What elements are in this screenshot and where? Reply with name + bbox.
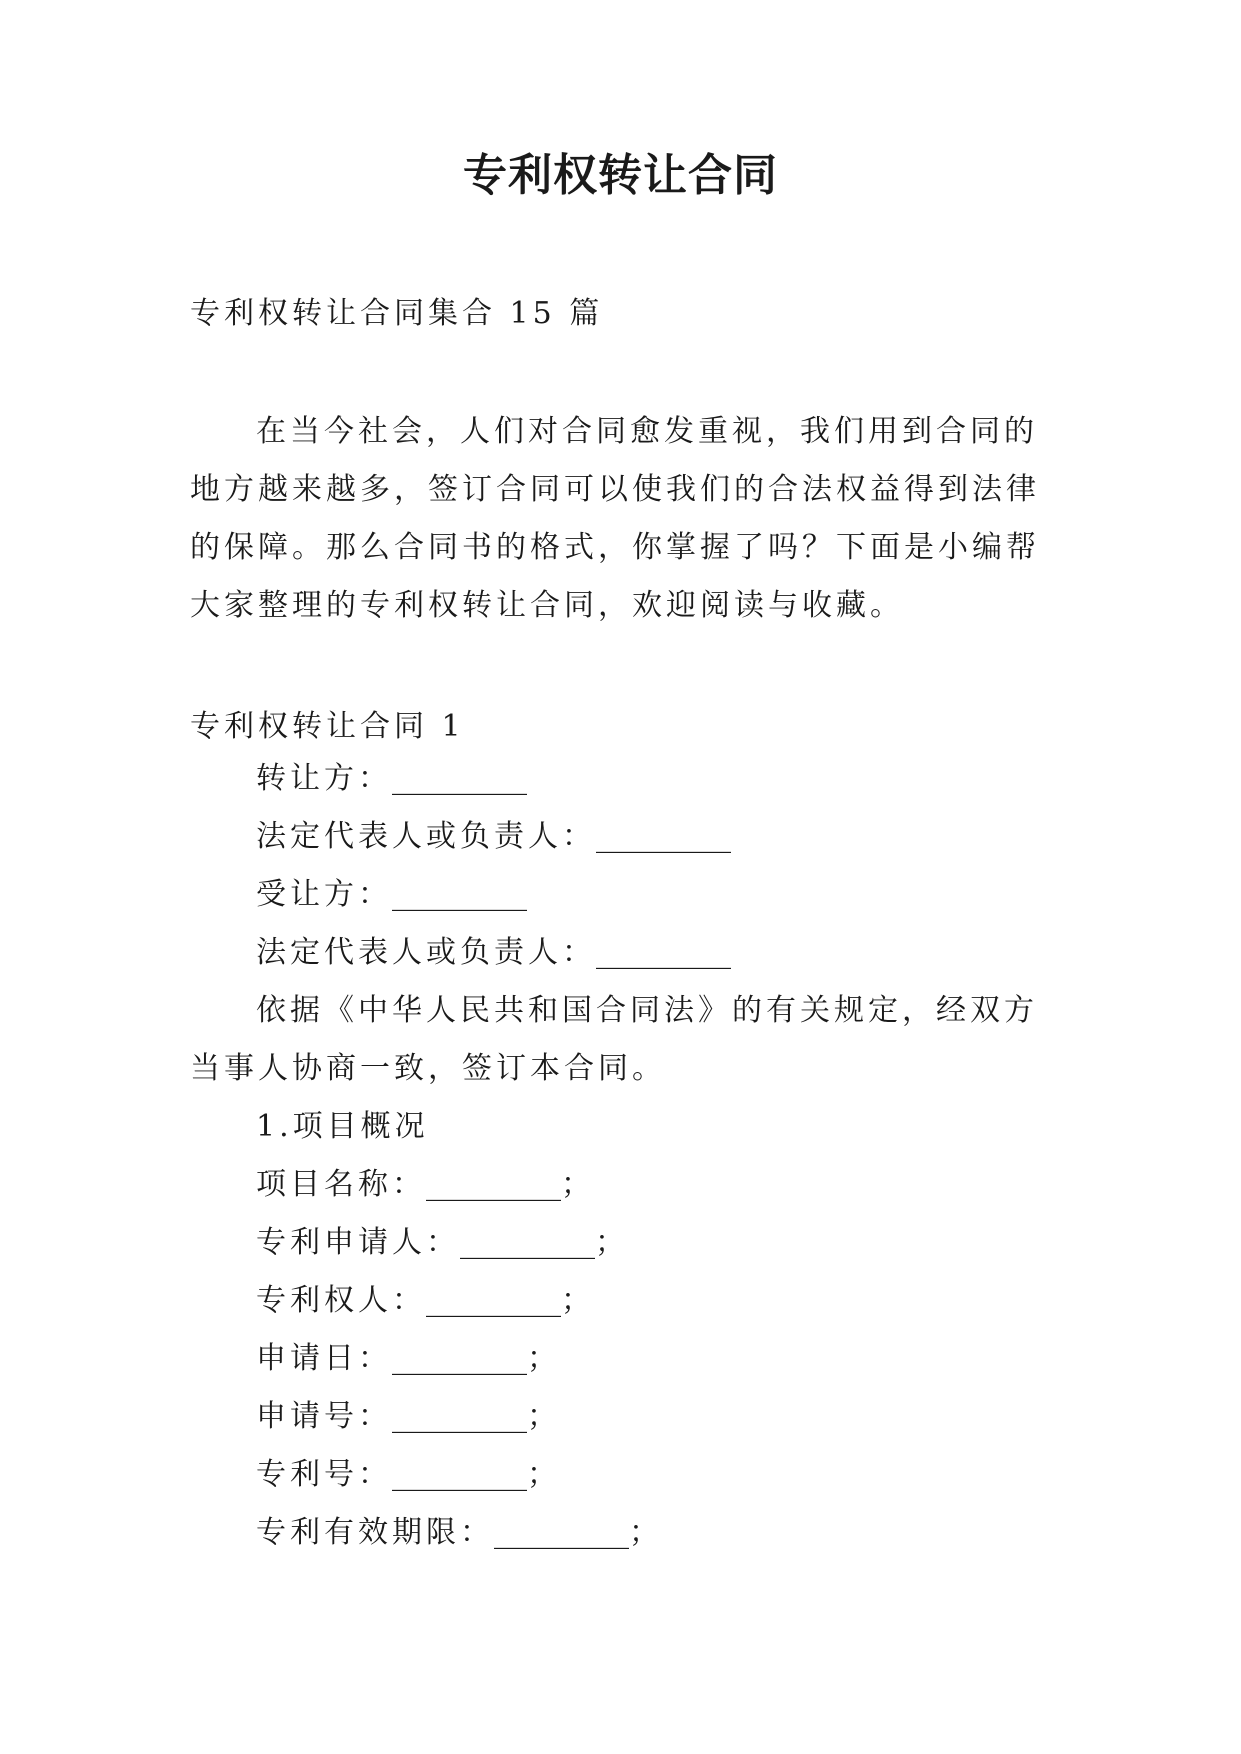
- item-label: 专利号：: [256, 1457, 392, 1492]
- blank-field: _________: [494, 1515, 629, 1550]
- blank-field: _________: [392, 1457, 527, 1492]
- item-label: 申请日：: [256, 1341, 392, 1376]
- blank-field: _________: [392, 877, 527, 912]
- item-end: ；: [561, 1167, 595, 1202]
- party-transferee: [256, 866, 1052, 924]
- item-end: ；: [527, 1457, 561, 1492]
- blank-field: _________: [392, 1341, 527, 1376]
- blank-field: _________: [392, 1399, 527, 1434]
- party-transferor-representative: [256, 808, 1052, 866]
- blank-field: _________: [596, 819, 731, 854]
- item-label: 申请号：: [256, 1399, 392, 1434]
- item-end: ；: [527, 1341, 561, 1376]
- section-heading: 专利权转让合同 1: [190, 709, 465, 744]
- party-label: 法定代表人或负责人：: [256, 935, 596, 970]
- item-label: 专利权人：: [256, 1283, 426, 1318]
- blank-field: _________: [460, 1225, 595, 1260]
- item-end: ；: [527, 1399, 561, 1434]
- blank-field: _________: [392, 761, 527, 796]
- clause-1-heading: 1.项目概况: [256, 1109, 429, 1144]
- party-transferor: [256, 750, 1052, 808]
- party-label: 受让方：: [256, 877, 392, 912]
- item-label: 专利有效期限：: [256, 1515, 494, 1550]
- item-label: 专利申请人：: [256, 1225, 460, 1260]
- intro-paragraph: 在当今社会，人们对合同愈发重视，我们用到合同的地方越来越多，签订合同可以使我们的合法权益得到法律的保障。那么合同书的格式，你掌握了吗？下面是小编帮大家整理的专利权转让合同，欢迎阅读与收藏。: [190, 414, 1040, 623]
- party-label: 转让方：: [256, 761, 392, 796]
- item-end: ；: [595, 1225, 629, 1260]
- blank-field: _________: [426, 1283, 561, 1318]
- clause-item-patentee: [256, 1272, 1052, 1330]
- blank-field: _________: [596, 935, 731, 970]
- clause-item-project-name: [256, 1156, 1052, 1214]
- basis-paragraph: 依据《中华人民共和国合同法》的有关规定，经双方当事人协商一致，签订本合同。: [190, 993, 1038, 1086]
- document-subtitle: 专利权转让合同集合 15 篇: [190, 296, 604, 331]
- clause-item-patent-number: [256, 1446, 1052, 1504]
- item-end: ；: [629, 1515, 663, 1550]
- clause-item-patent-applicant: [256, 1214, 1052, 1272]
- party-transferee-representative: [256, 924, 1052, 982]
- clause-item-application-date: [256, 1330, 1052, 1388]
- item-label: 项目名称：: [256, 1167, 426, 1202]
- clause-item-application-number: [256, 1388, 1052, 1446]
- clause-item-validity-period: [256, 1504, 1052, 1562]
- item-end: ；: [561, 1283, 595, 1318]
- party-label: 法定代表人或负责人：: [256, 819, 596, 854]
- blank-field: _________: [426, 1167, 561, 1202]
- document-title: 专利权转让合同: [463, 150, 778, 201]
